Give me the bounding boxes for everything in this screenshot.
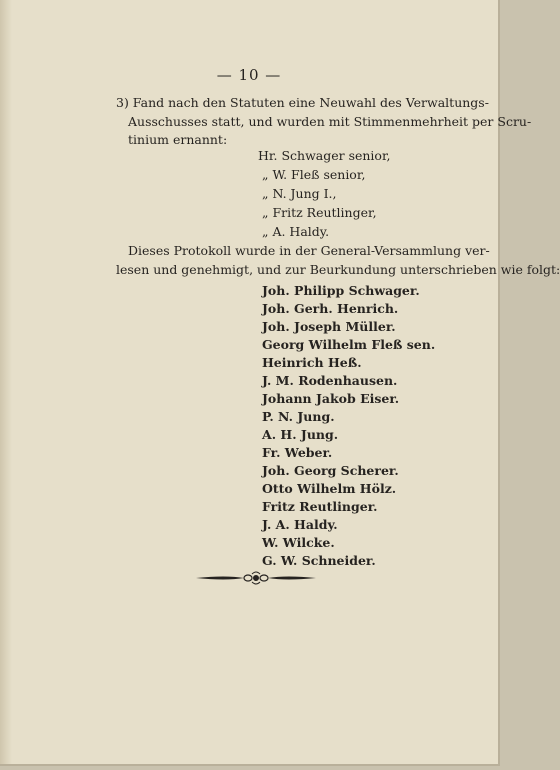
signature: W. Wilcke. — [262, 535, 335, 550]
signature: Joh. Georg Scherer. — [262, 463, 399, 478]
signature: Georg Wilhelm Fleß sen. — [262, 337, 436, 352]
signature: Fr. Weber. — [262, 445, 333, 460]
signature: Fritz Reutlinger. — [262, 499, 378, 514]
page-gutter-shadow — [0, 0, 12, 764]
elected-member: „ A. Haldy. — [262, 224, 330, 239]
signature: Joh. Joseph Müller. — [262, 319, 396, 334]
signature: Otto Wilhelm Hölz. — [262, 481, 397, 496]
page-number: — 10 — — [216, 66, 282, 84]
signature: J. M. Rodenhausen. — [262, 373, 398, 388]
signature: Johann Jakob Eiser. — [262, 391, 400, 406]
signature: A. H. Jung. — [262, 427, 339, 442]
elected-member: „ Fritz Reutlinger, — [262, 205, 377, 220]
signature: P. N. Jung. — [262, 409, 335, 424]
protocol-line-2: lesen und genehmigt, und zur Beurkundung unterschrieben wie folgt: — [116, 262, 560, 277]
protocol-line-1: Dieses Protokoll wurde in der General-Versammlung ver- — [128, 243, 490, 258]
signature: Heinrich Heß. — [262, 355, 362, 370]
signature: J. A. Haldy. — [262, 517, 338, 532]
signature: Joh. Gerh. Henrich. — [262, 301, 399, 316]
section-3-line-1: 3) Fand nach den Statuten eine Neuwahl des Verwaltungs- — [116, 95, 489, 110]
section-3-line-2: Ausschusses statt, und wurden mit Stimmenmehrheit per Scru- — [128, 114, 532, 129]
elected-member: „ W. Fleß senior, — [262, 167, 366, 182]
section-3-line-3: tinium ernannt: — [128, 132, 228, 147]
end-ornament-icon — [196, 570, 316, 586]
elected-member: „ N. Jung I., — [262, 186, 337, 201]
signature: Joh. Philipp Schwager. — [262, 283, 420, 298]
signature: G. W. Schneider. — [262, 553, 376, 568]
elected-member: Hr. Schwager senior, — [258, 148, 391, 163]
